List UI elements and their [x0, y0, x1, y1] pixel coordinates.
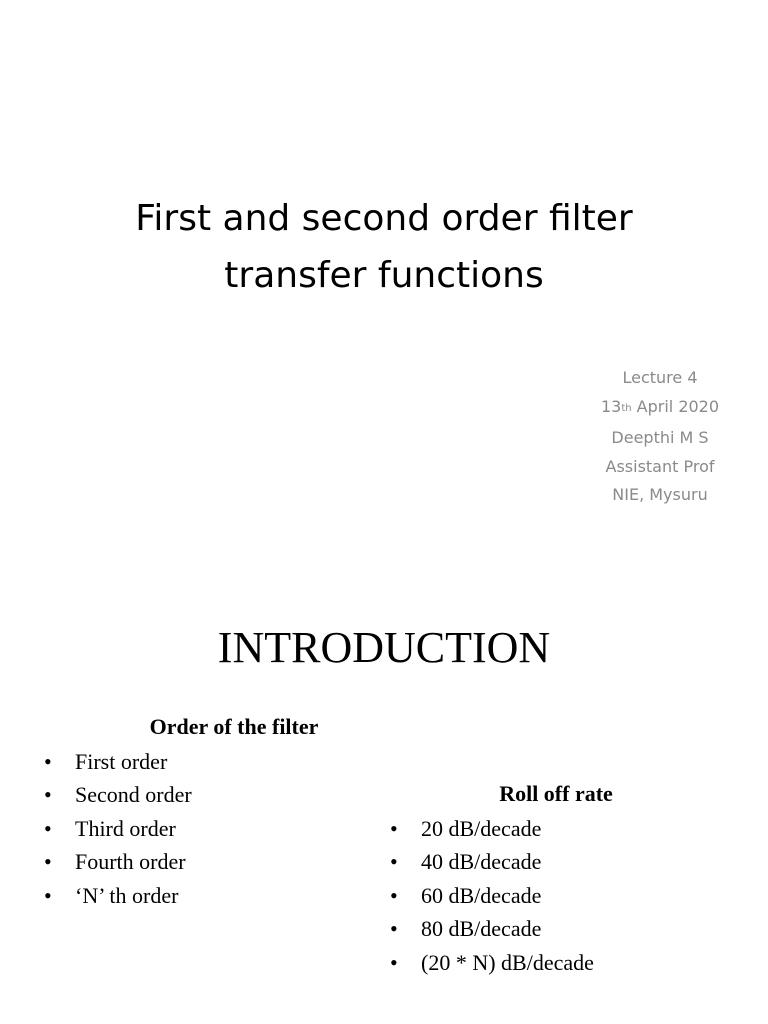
- roll-off-heading: Roll off rate: [499, 781, 613, 806]
- list-item-text: Second order: [75, 782, 192, 808]
- list-item: [390, 912, 594, 945]
- list-item: [44, 778, 192, 811]
- date-day: 13: [600, 396, 622, 416]
- slide-title: [0, 190, 768, 304]
- bullet-icon: •: [390, 816, 398, 841]
- slide-title-line-2: transfer functions: [224, 255, 544, 296]
- list-item: [44, 879, 192, 912]
- lecture-date: [520, 393, 768, 425]
- author-designation: Assistant Prof: [605, 456, 715, 476]
- list-item: [44, 812, 192, 845]
- list-item-text: (20 * N) dB/decade: [421, 949, 594, 975]
- author-institution: NIE, Mysuru: [612, 485, 708, 504]
- bullet-icon: •: [390, 949, 398, 975]
- bullet-icon: •: [44, 782, 52, 808]
- bullet-icon: •: [390, 849, 398, 875]
- list-item-text: First order: [75, 749, 168, 774]
- author-name: Deepthi M S: [611, 428, 709, 447]
- bullet-icon: •: [390, 882, 398, 908]
- list-item: [44, 745, 192, 778]
- list-item: [44, 845, 192, 878]
- date-suffix: th: [621, 402, 632, 414]
- introduction-title: INTRODUCTION: [217, 623, 551, 672]
- filter-order-list: [44, 745, 192, 912]
- slide-title-line-1: First and second order filter: [135, 198, 633, 239]
- list-item-text: 60 dB/decade: [421, 882, 542, 908]
- roll-off-list: [390, 812, 594, 979]
- lecture-number: Lecture 4: [622, 368, 698, 387]
- list-item-text: 20 dB/decade: [421, 816, 542, 841]
- slide-subtitle: [520, 364, 768, 510]
- list-item: [390, 879, 594, 912]
- list-item-text: Third order: [75, 815, 176, 841]
- bullet-icon: •: [44, 849, 52, 875]
- list-item-text: ‘N’ th order: [75, 882, 179, 908]
- date-rest: April 2020: [631, 396, 720, 416]
- list-item: [390, 845, 594, 878]
- list-item: [390, 812, 594, 845]
- introduction-slide: [0, 576, 768, 1024]
- bullet-icon: •: [390, 916, 398, 942]
- list-item-text: 40 dB/decade: [421, 849, 542, 875]
- bullet-icon: •: [44, 882, 52, 908]
- list-item-text: 80 dB/decade: [421, 916, 542, 942]
- bullet-icon: •: [44, 749, 52, 774]
- filter-order-heading: Order of the filter: [149, 714, 319, 739]
- list-item-text: Fourth order: [75, 849, 186, 875]
- list-item: [390, 946, 594, 979]
- bullet-icon: •: [44, 815, 52, 841]
